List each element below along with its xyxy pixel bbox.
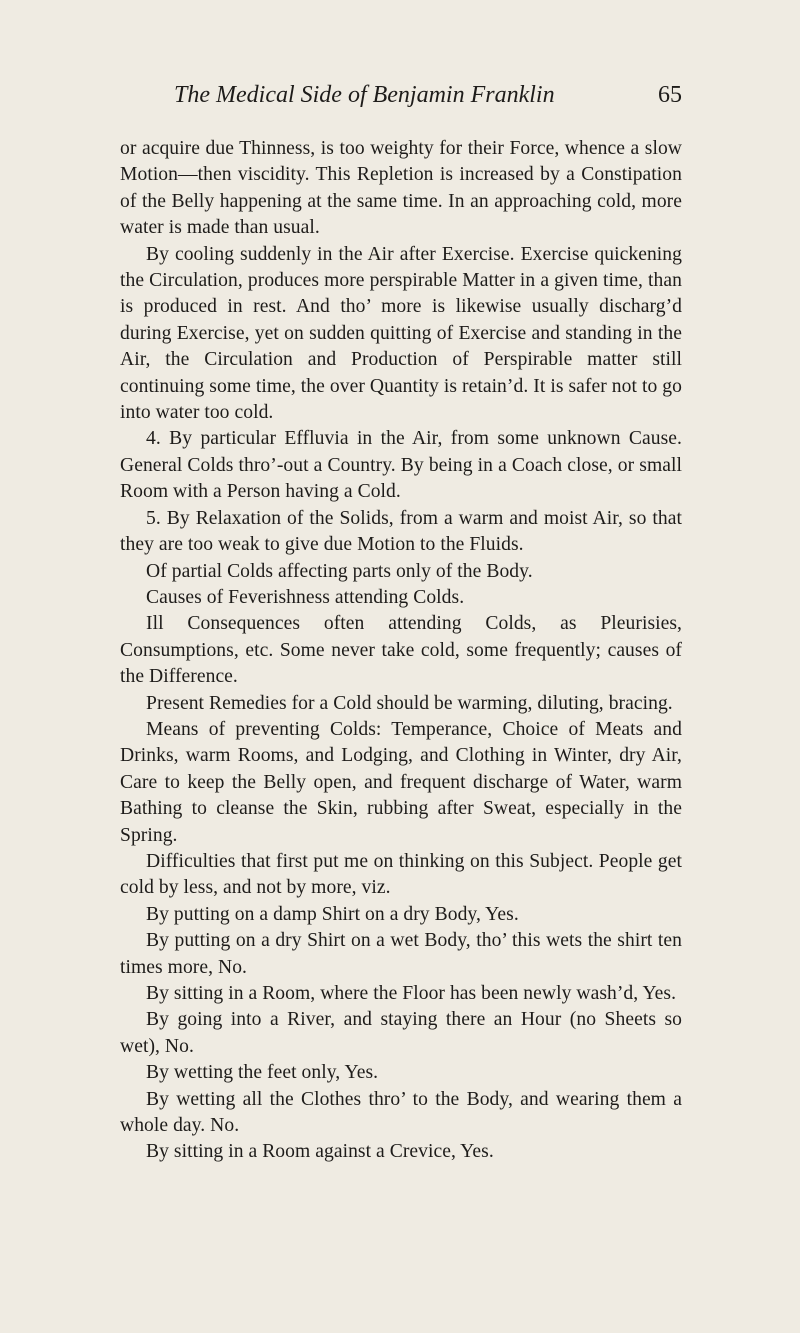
paragraph-difficulties: Difficulties that first put me on thinking on this Subject. People get cold by less, and not by more, viz. — [120, 850, 682, 899]
paragraph-cooling-after-exercise: By cooling suddenly in the Air after Exercise. Exercise quickening the Circulation, produces more perspirable Matter in a given time, than is produced in rest. And tho’ more is likewise usually discharg’d during Exercise, yet on sudden quitting of Exercise and standing in the Air, the Circulation and Production of Perspirable matter still continuing some time, the over Quantity is retain’d. It is safer not to go into water too cold. — [120, 243, 682, 424]
paragraph-effluvia: 4. By particular Effluvia in the Air, from some unknown Cause. General Colds thro’-out a Country. By being in a Coach close, or small Room with a Person having a Cold. — [120, 428, 682, 503]
paragraph-wet-clothes: By wetting all the Clothes thro’ to the Body, and wearing them a whole day. No. — [120, 1088, 682, 1137]
paragraph-partial-colds: Of partial Colds affecting parts only of the Body. — [146, 560, 533, 582]
paragraph-feverishness: Causes of Feverishness attending Colds. — [146, 586, 465, 608]
running-title: The Medical Side of Benjamin Franklin — [174, 82, 555, 108]
paragraph-river: By going into a River, and staying there an Hour (no Sheets so wet), No. — [120, 1009, 682, 1057]
body-text — [120, 136, 682, 1166]
paragraph-crevice: By sitting in a Room against a Crevice, Yes. — [146, 1141, 494, 1163]
running-header — [174, 75, 682, 115]
paragraph-ill-consequences: Ill Consequences often attending Colds, as Pleurisies, Consumptions, etc. Some never take cold, some frequently; causes of the Difference. — [120, 613, 682, 688]
paragraph-relaxation: 5. By Relaxation of the Solids, from a warm and moist Air, so that they are too weak to give due Motion to the Fluids. — [120, 507, 682, 556]
paragraph-dry-shirt: By putting on a dry Shirt on a wet Body, tho’ this wets the shirt ten times more, No. — [120, 930, 682, 978]
paragraph-wet-feet: By wetting the feet only, Yes. — [146, 1062, 379, 1084]
paragraph-present-remedies: Present Remedies for a Cold should be warming, diluting, bracing. — [146, 692, 673, 714]
paragraph-damp-shirt: By putting on a damp Shirt on a dry Body, Yes. — [146, 903, 519, 925]
page-number: 65 — [658, 82, 682, 108]
paragraph-means-of-preventing: Means of preventing Colds: Temperance, Choice of Meats and Drinks, warm Rooms, and Lodging, and Clothing in Winter, dry Air, Care to keep the Belly open, and frequent discharge of Water, warm Bathing to cleanse the Skin, rubbing after Sweat, especially in the Spring. — [120, 718, 682, 846]
paragraph-washed-floor: By sitting in a Room, where the Floor has been newly wash’d, Yes. — [146, 983, 677, 1004]
paragraph-continuation: or acquire due Thinness, is too weighty for their Force, whence a slow Motion—then viscidity. This Repletion is increased by a Constipation of the Belly happening at the same time. In an approaching cold, more water is made than usual. — [120, 138, 682, 239]
